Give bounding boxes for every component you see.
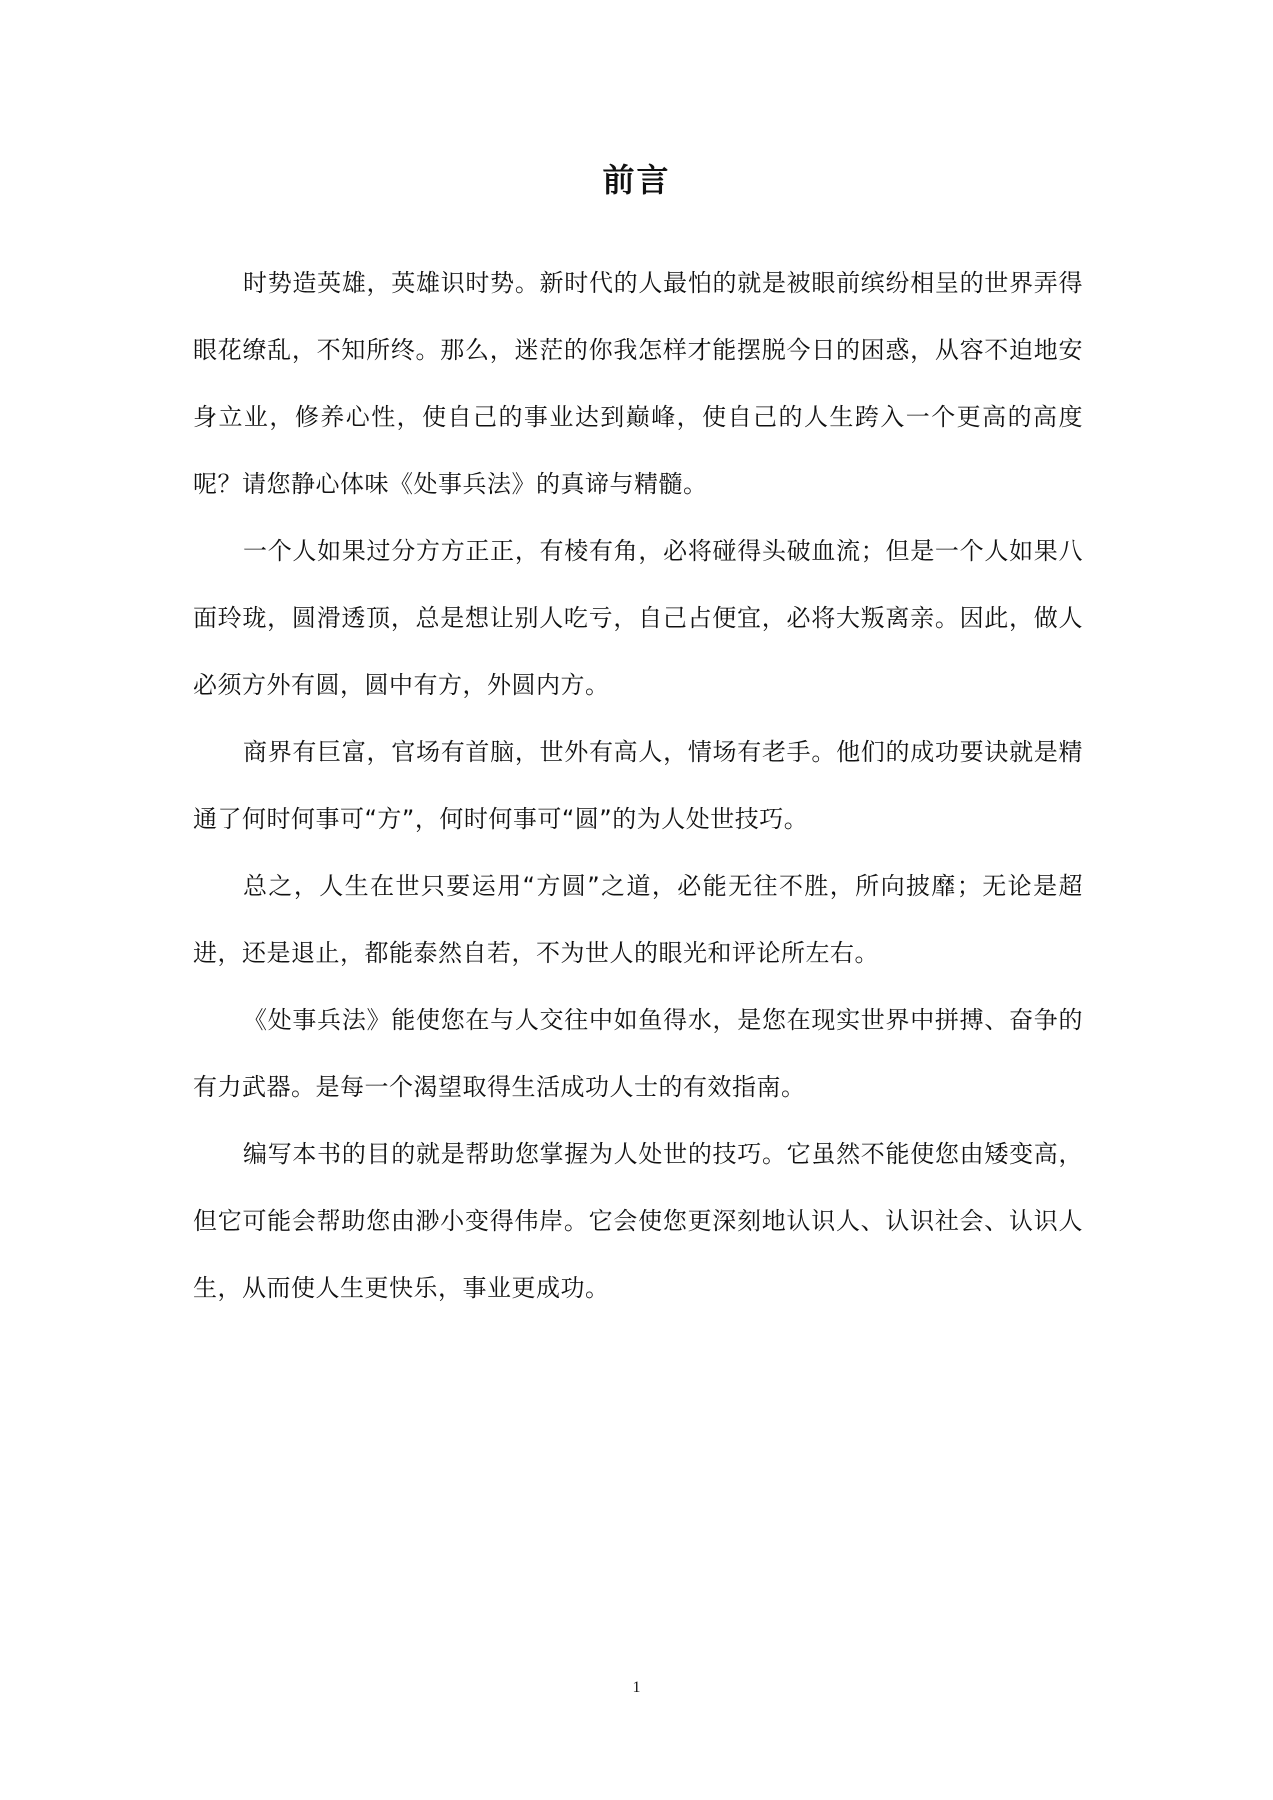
preface-body: [193, 250, 1083, 1322]
page-number: 1: [632, 1679, 641, 1696]
paragraph: 商界有巨富，官场有首脑，世外有高人，情场有老手。他们的成功要诀就是精通了何时何事可“方”，何时何事可“圆”的为人处世技巧。: [193, 738, 1083, 833]
paragraph: 时势造英雄，英雄识时势。新时代的人最怕的就是被眼前缤纷相呈的世界弄得眼花缭乱，不知所终。那么，迷茫的你我怎样才能摆脱今日的困惑，从容不迫地安身立业，修养心性，使自己的事业达到巅峰，使自己的人生跨入一个更高的高度呢？请您静心体味《处事兵法》的真谛与精髓。: [193, 269, 1083, 498]
page-title: 前言: [602, 161, 671, 199]
paragraph: 一个人如果过分方方正正，有棱有角，必将碰得头破血流；但是一个人如果八面玲珑，圆滑透顶，总是想让别人吃亏，自己占便宜，必将大叛离亲。因此，做人必须方外有圆，圆中有方，外圆内方。: [193, 537, 1083, 699]
paragraph: 编写本书的目的就是帮助您掌握为人处世的技巧。它虽然不能使您由矮变高，但它可能会帮助您由渺小变得伟岸。它会使您更深刻地认识人、认识社会、认识人生，从而使人生更快乐，事业更成功。: [193, 1140, 1083, 1302]
paragraph: 总之，人生在世只要运用“方圆”之道，必能无往不胜，所向披靡；无论是超进，还是退止，都能泰然自若，不为世人的眼光和评论所左右。: [193, 872, 1083, 967]
paragraph: 《处事兵法》能使您在与人交往中如鱼得水，是您在现实世界中拼搏、奋争的有力武器。是每一个渴望取得生活成功人士的有效指南。: [193, 1006, 1083, 1101]
